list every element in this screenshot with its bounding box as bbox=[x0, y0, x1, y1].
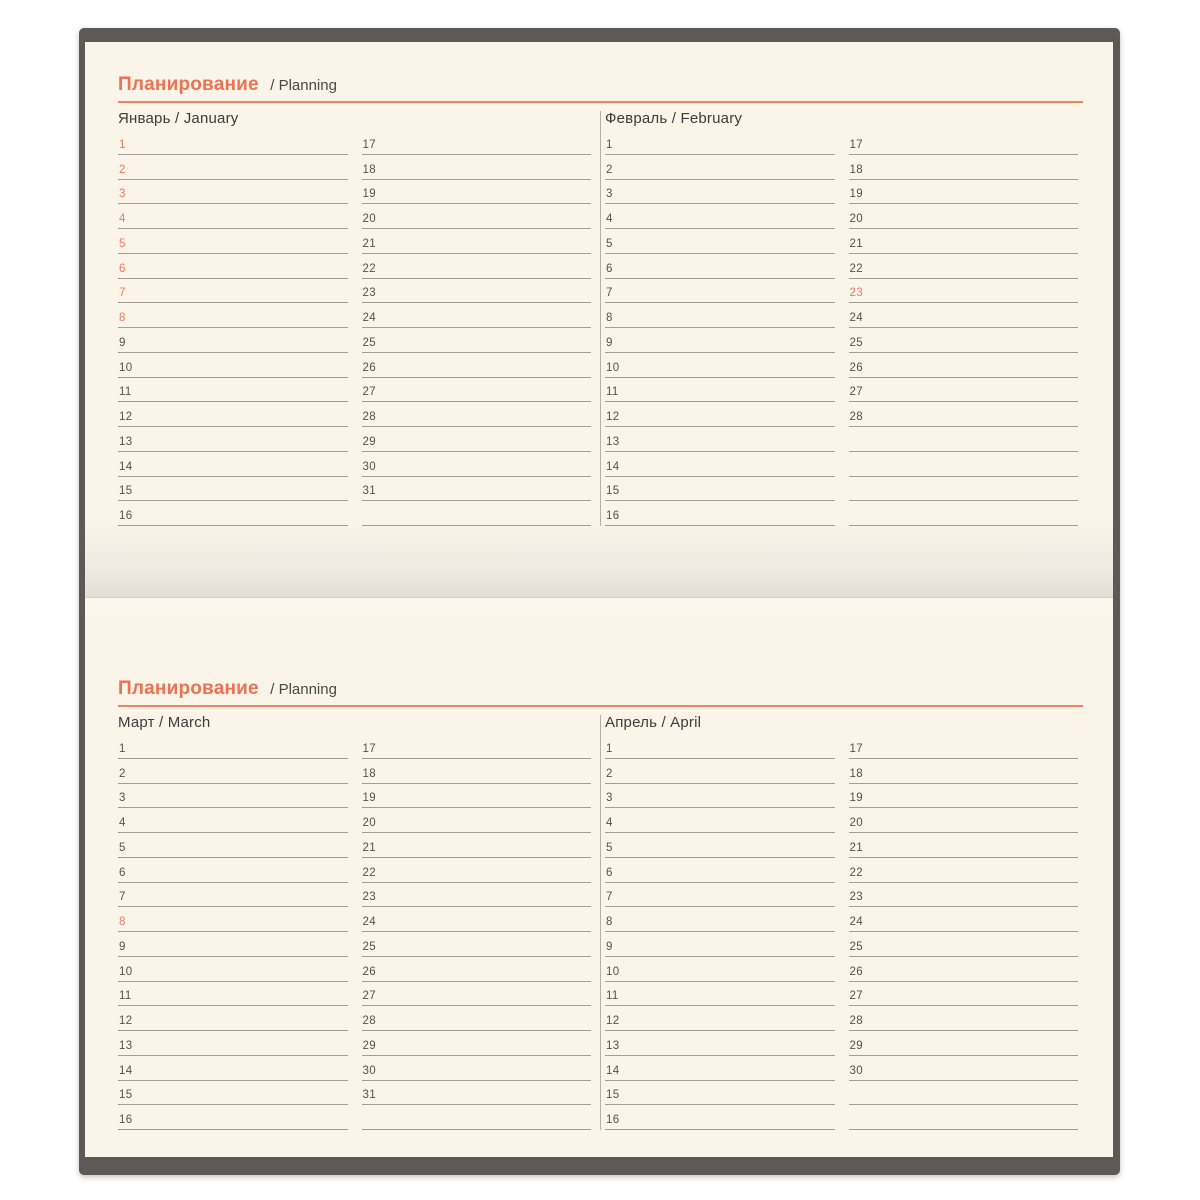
day-number: 2 bbox=[606, 767, 613, 780]
month-title: Март / March bbox=[118, 714, 211, 731]
day-number: 31 bbox=[362, 485, 376, 498]
day-number: 30 bbox=[849, 1064, 863, 1077]
day-number: 3 bbox=[606, 188, 613, 201]
day-number: 28 bbox=[849, 1015, 863, 1027]
day-row bbox=[118, 858, 348, 883]
day-row bbox=[849, 328, 1079, 353]
day-number: 11 bbox=[119, 386, 132, 399]
day-number-holiday: 2 bbox=[119, 163, 126, 176]
month-columns bbox=[605, 130, 1078, 526]
day-row bbox=[362, 784, 592, 809]
day-row bbox=[362, 303, 592, 328]
day-number: 21 bbox=[849, 841, 863, 854]
day-row bbox=[362, 353, 592, 378]
day-number: 17 bbox=[362, 742, 376, 755]
day-row bbox=[849, 254, 1079, 279]
day-number: 9 bbox=[119, 336, 126, 349]
day-number: 6 bbox=[606, 866, 613, 879]
day-number: 10 bbox=[606, 965, 620, 978]
empty-row bbox=[849, 1081, 1079, 1106]
day-row bbox=[605, 808, 835, 833]
month-column-right bbox=[362, 734, 592, 1130]
day-number: 1 bbox=[606, 742, 613, 755]
day-number: 23 bbox=[849, 891, 863, 904]
day-number: 7 bbox=[606, 891, 613, 904]
day-number: 24 bbox=[849, 312, 863, 324]
day-row bbox=[605, 1081, 835, 1106]
day-row bbox=[362, 130, 592, 155]
empty-row bbox=[362, 501, 592, 526]
month-column-left bbox=[118, 734, 348, 1130]
day-row bbox=[362, 932, 592, 957]
day-row bbox=[362, 427, 592, 452]
day-number bbox=[849, 1126, 850, 1129]
day-row bbox=[849, 180, 1079, 205]
day-row bbox=[362, 180, 592, 205]
day-row bbox=[849, 378, 1079, 403]
day-number: 9 bbox=[119, 940, 126, 953]
day-row bbox=[605, 402, 835, 427]
day-row bbox=[362, 477, 592, 502]
day-row bbox=[605, 477, 835, 502]
day-row bbox=[118, 883, 348, 908]
day-row bbox=[118, 353, 348, 378]
day-row bbox=[605, 1105, 835, 1130]
day-number: 8 bbox=[606, 312, 613, 324]
day-number bbox=[849, 448, 850, 451]
day-number: 6 bbox=[606, 262, 613, 275]
day-number: 2 bbox=[119, 767, 126, 780]
day-number: 27 bbox=[362, 990, 376, 1003]
month-columns bbox=[605, 734, 1078, 1130]
day-row bbox=[849, 734, 1079, 759]
day-number: 18 bbox=[849, 767, 863, 780]
day-row bbox=[849, 155, 1079, 180]
day-row bbox=[362, 858, 592, 883]
day-number: 1 bbox=[606, 138, 613, 151]
day-row bbox=[118, 378, 348, 403]
month-january bbox=[118, 111, 591, 526]
day-number: 28 bbox=[362, 411, 376, 423]
day-row bbox=[118, 402, 348, 427]
day-number-holiday: 4 bbox=[119, 213, 126, 225]
day-row bbox=[605, 907, 835, 932]
day-number: 14 bbox=[606, 1064, 620, 1077]
day-row bbox=[362, 759, 592, 784]
day-row bbox=[849, 1031, 1079, 1056]
day-row bbox=[118, 1105, 348, 1130]
day-number: 7 bbox=[606, 287, 613, 300]
day-row bbox=[605, 784, 835, 809]
day-row bbox=[849, 858, 1079, 883]
month-columns bbox=[118, 130, 591, 526]
day-number: 24 bbox=[362, 916, 376, 928]
day-row bbox=[118, 1081, 348, 1106]
day-row bbox=[118, 833, 348, 858]
empty-row bbox=[849, 477, 1079, 502]
day-number: 24 bbox=[849, 916, 863, 928]
day-number: 17 bbox=[849, 742, 863, 755]
day-number: 30 bbox=[362, 460, 376, 473]
day-number-holiday: 8 bbox=[119, 312, 126, 324]
day-row bbox=[849, 883, 1079, 908]
day-row bbox=[605, 957, 835, 982]
day-row bbox=[118, 155, 348, 180]
day-row bbox=[362, 279, 592, 304]
day-row bbox=[849, 957, 1079, 982]
day-number: 7 bbox=[119, 891, 126, 904]
day-number: 13 bbox=[606, 1039, 620, 1052]
day-row bbox=[362, 254, 592, 279]
day-number: 29 bbox=[362, 1039, 376, 1052]
day-row bbox=[605, 982, 835, 1007]
day-row bbox=[118, 784, 348, 809]
day-number: 27 bbox=[849, 990, 863, 1003]
day-row bbox=[362, 204, 592, 229]
day-row bbox=[362, 1056, 592, 1081]
month-title: Февраль / February bbox=[605, 110, 743, 127]
day-number bbox=[849, 497, 850, 500]
day-row bbox=[118, 501, 348, 526]
day-number: 31 bbox=[362, 1089, 376, 1102]
day-number-holiday: 1 bbox=[119, 138, 126, 151]
day-row bbox=[849, 982, 1079, 1007]
day-number: 5 bbox=[606, 841, 613, 854]
month-february bbox=[600, 111, 1078, 526]
day-row bbox=[605, 1056, 835, 1081]
day-number: 12 bbox=[119, 1015, 133, 1027]
day-row bbox=[605, 279, 835, 304]
day-row bbox=[605, 932, 835, 957]
day-row bbox=[605, 759, 835, 784]
day-number: 30 bbox=[362, 1064, 376, 1077]
day-number: 6 bbox=[119, 866, 126, 879]
day-number: 19 bbox=[849, 792, 863, 805]
day-number: 2 bbox=[606, 163, 613, 176]
day-number: 14 bbox=[606, 460, 620, 473]
day-row bbox=[118, 254, 348, 279]
day-number: 29 bbox=[849, 1039, 863, 1052]
day-row bbox=[605, 452, 835, 477]
accent-divider bbox=[118, 705, 1083, 707]
day-number: 16 bbox=[606, 510, 620, 522]
day-row bbox=[362, 734, 592, 759]
day-number-holiday: 8 bbox=[119, 916, 126, 928]
day-row bbox=[118, 452, 348, 477]
month-column-right bbox=[849, 130, 1079, 526]
day-row bbox=[118, 957, 348, 982]
day-number: 13 bbox=[606, 435, 620, 448]
day-number: 4 bbox=[606, 817, 613, 829]
day-number: 3 bbox=[119, 792, 126, 805]
day-row bbox=[118, 279, 348, 304]
day-number: 9 bbox=[606, 336, 613, 349]
day-row bbox=[118, 180, 348, 205]
month-april bbox=[600, 715, 1078, 1130]
day-number: 29 bbox=[362, 435, 376, 448]
day-number: 22 bbox=[849, 262, 863, 275]
day-number: 10 bbox=[119, 965, 133, 978]
month-column-left bbox=[605, 734, 835, 1130]
notebook-cover bbox=[79, 28, 1120, 1175]
day-number: 10 bbox=[119, 361, 133, 374]
day-number: 11 bbox=[606, 990, 619, 1003]
month-title: Апрель / April bbox=[605, 714, 702, 731]
day-number-holiday: 3 bbox=[119, 188, 126, 201]
day-row bbox=[362, 1031, 592, 1056]
day-number: 12 bbox=[606, 1015, 620, 1027]
day-row bbox=[605, 254, 835, 279]
day-row bbox=[849, 229, 1079, 254]
day-row bbox=[362, 883, 592, 908]
day-number-holiday: 7 bbox=[119, 287, 126, 300]
day-row bbox=[849, 130, 1079, 155]
day-row bbox=[605, 328, 835, 353]
day-row bbox=[362, 378, 592, 403]
day-row bbox=[849, 402, 1079, 427]
day-row bbox=[362, 328, 592, 353]
day-row bbox=[605, 501, 835, 526]
day-number: 15 bbox=[119, 1089, 133, 1102]
month-columns bbox=[118, 734, 591, 1130]
day-number-holiday: 6 bbox=[119, 262, 126, 275]
day-number: 20 bbox=[362, 817, 376, 829]
day-number: 25 bbox=[362, 940, 376, 953]
day-number: 15 bbox=[606, 1089, 620, 1102]
page-title bbox=[118, 679, 1083, 700]
day-number: 14 bbox=[119, 1064, 133, 1077]
day-row bbox=[118, 734, 348, 759]
day-number: 17 bbox=[362, 138, 376, 151]
day-row bbox=[362, 907, 592, 932]
day-row bbox=[605, 1031, 835, 1056]
day-number: 9 bbox=[606, 940, 613, 953]
day-row bbox=[118, 328, 348, 353]
day-number: 3 bbox=[606, 792, 613, 805]
day-number: 21 bbox=[362, 841, 376, 854]
day-number: 21 bbox=[362, 237, 376, 250]
month-march bbox=[118, 715, 591, 1130]
page-title-english: / Planning bbox=[270, 681, 337, 698]
day-row bbox=[118, 204, 348, 229]
day-number: 27 bbox=[362, 386, 376, 399]
day-number: 18 bbox=[362, 163, 376, 176]
day-number: 28 bbox=[849, 411, 863, 423]
day-number-holiday: 23 bbox=[849, 287, 863, 300]
day-number: 13 bbox=[119, 1039, 133, 1052]
day-number: 16 bbox=[119, 1114, 133, 1126]
day-number: 17 bbox=[849, 138, 863, 151]
day-number: 12 bbox=[119, 411, 133, 423]
day-number bbox=[362, 522, 363, 525]
months-row bbox=[118, 715, 1083, 1130]
day-number: 24 bbox=[362, 312, 376, 324]
month-column-left bbox=[118, 130, 348, 526]
planner-page-bottom bbox=[85, 598, 1113, 1157]
month-column-right bbox=[362, 130, 592, 526]
month-title: Январь / January bbox=[118, 110, 239, 127]
day-row bbox=[605, 833, 835, 858]
day-number: 23 bbox=[362, 891, 376, 904]
day-row bbox=[118, 229, 348, 254]
months-row bbox=[118, 111, 1083, 526]
day-row bbox=[118, 932, 348, 957]
day-row bbox=[605, 883, 835, 908]
day-number: 28 bbox=[362, 1015, 376, 1027]
day-row bbox=[362, 833, 592, 858]
empty-row bbox=[849, 501, 1079, 526]
day-row bbox=[362, 957, 592, 982]
day-row bbox=[362, 229, 592, 254]
day-number bbox=[362, 1126, 363, 1129]
day-number: 20 bbox=[362, 213, 376, 225]
day-number: 27 bbox=[849, 386, 863, 399]
day-row bbox=[605, 229, 835, 254]
day-row bbox=[118, 1006, 348, 1031]
day-row bbox=[118, 303, 348, 328]
day-row bbox=[118, 427, 348, 452]
page-title-russian: Планирование bbox=[118, 74, 259, 95]
day-row bbox=[118, 1031, 348, 1056]
day-row bbox=[605, 734, 835, 759]
page-title-russian: Планирование bbox=[118, 678, 259, 699]
day-number: 21 bbox=[849, 237, 863, 250]
day-row bbox=[362, 982, 592, 1007]
day-row bbox=[605, 1006, 835, 1031]
month-column-left bbox=[605, 130, 835, 526]
day-number: 19 bbox=[362, 792, 376, 805]
day-number: 5 bbox=[119, 841, 126, 854]
day-row bbox=[849, 279, 1079, 304]
day-row bbox=[362, 1006, 592, 1031]
day-number bbox=[849, 473, 850, 476]
day-row bbox=[605, 858, 835, 883]
day-row bbox=[849, 932, 1079, 957]
day-number: 11 bbox=[606, 386, 619, 399]
day-row bbox=[362, 155, 592, 180]
day-number: 19 bbox=[849, 188, 863, 201]
day-number: 22 bbox=[849, 866, 863, 879]
empty-row bbox=[849, 1105, 1079, 1130]
day-row bbox=[605, 353, 835, 378]
day-number: 5 bbox=[606, 237, 613, 250]
day-number: 16 bbox=[119, 510, 133, 522]
day-row bbox=[118, 130, 348, 155]
accent-divider bbox=[118, 101, 1083, 103]
day-number: 26 bbox=[849, 965, 863, 978]
day-row bbox=[605, 427, 835, 452]
day-number: 25 bbox=[849, 336, 863, 349]
month-column-right bbox=[849, 734, 1079, 1130]
day-row bbox=[849, 833, 1079, 858]
day-number: 20 bbox=[849, 213, 863, 225]
day-number: 15 bbox=[606, 485, 620, 498]
day-row bbox=[605, 378, 835, 403]
day-row bbox=[118, 808, 348, 833]
day-number: 16 bbox=[606, 1114, 620, 1126]
day-number: 22 bbox=[362, 866, 376, 879]
day-row bbox=[849, 1056, 1079, 1081]
day-row bbox=[362, 808, 592, 833]
day-row bbox=[849, 907, 1079, 932]
day-row bbox=[849, 808, 1079, 833]
day-number: 15 bbox=[119, 485, 133, 498]
empty-row bbox=[849, 452, 1079, 477]
day-number: 10 bbox=[606, 361, 620, 374]
planner-paper bbox=[85, 42, 1113, 1158]
day-row bbox=[849, 784, 1079, 809]
day-row bbox=[362, 1081, 592, 1106]
day-row bbox=[605, 180, 835, 205]
day-row bbox=[849, 759, 1079, 784]
day-number: 4 bbox=[606, 213, 613, 225]
planner-page-top bbox=[85, 42, 1113, 598]
empty-row bbox=[849, 427, 1079, 452]
day-number: 20 bbox=[849, 817, 863, 829]
day-number: 18 bbox=[362, 767, 376, 780]
empty-row bbox=[362, 1105, 592, 1130]
day-number: 13 bbox=[119, 435, 133, 448]
day-row bbox=[849, 204, 1079, 229]
day-row bbox=[849, 303, 1079, 328]
day-row bbox=[362, 402, 592, 427]
day-number: 19 bbox=[362, 188, 376, 201]
day-row bbox=[849, 353, 1079, 378]
day-row bbox=[605, 155, 835, 180]
day-row bbox=[605, 130, 835, 155]
day-number bbox=[849, 522, 850, 525]
day-number: 18 bbox=[849, 163, 863, 176]
day-number: 26 bbox=[362, 965, 376, 978]
day-number: 23 bbox=[362, 287, 376, 300]
day-row bbox=[605, 204, 835, 229]
day-number-holiday: 5 bbox=[119, 237, 126, 250]
page-title-english: / Planning bbox=[270, 77, 337, 94]
day-row bbox=[118, 477, 348, 502]
day-row bbox=[849, 1006, 1079, 1031]
day-row bbox=[118, 759, 348, 784]
day-number: 12 bbox=[606, 411, 620, 423]
day-number: 11 bbox=[119, 990, 132, 1003]
day-row bbox=[118, 907, 348, 932]
day-row bbox=[118, 1056, 348, 1081]
day-number: 4 bbox=[119, 817, 126, 829]
day-number: 22 bbox=[362, 262, 376, 275]
day-row bbox=[118, 982, 348, 1007]
day-number: 26 bbox=[849, 361, 863, 374]
day-number: 14 bbox=[119, 460, 133, 473]
page-title bbox=[118, 75, 1083, 96]
day-number: 25 bbox=[362, 336, 376, 349]
day-row bbox=[605, 303, 835, 328]
day-number: 26 bbox=[362, 361, 376, 374]
day-number bbox=[849, 1101, 850, 1104]
day-number: 1 bbox=[119, 742, 126, 755]
day-row bbox=[362, 452, 592, 477]
day-number: 25 bbox=[849, 940, 863, 953]
day-number: 8 bbox=[606, 916, 613, 928]
